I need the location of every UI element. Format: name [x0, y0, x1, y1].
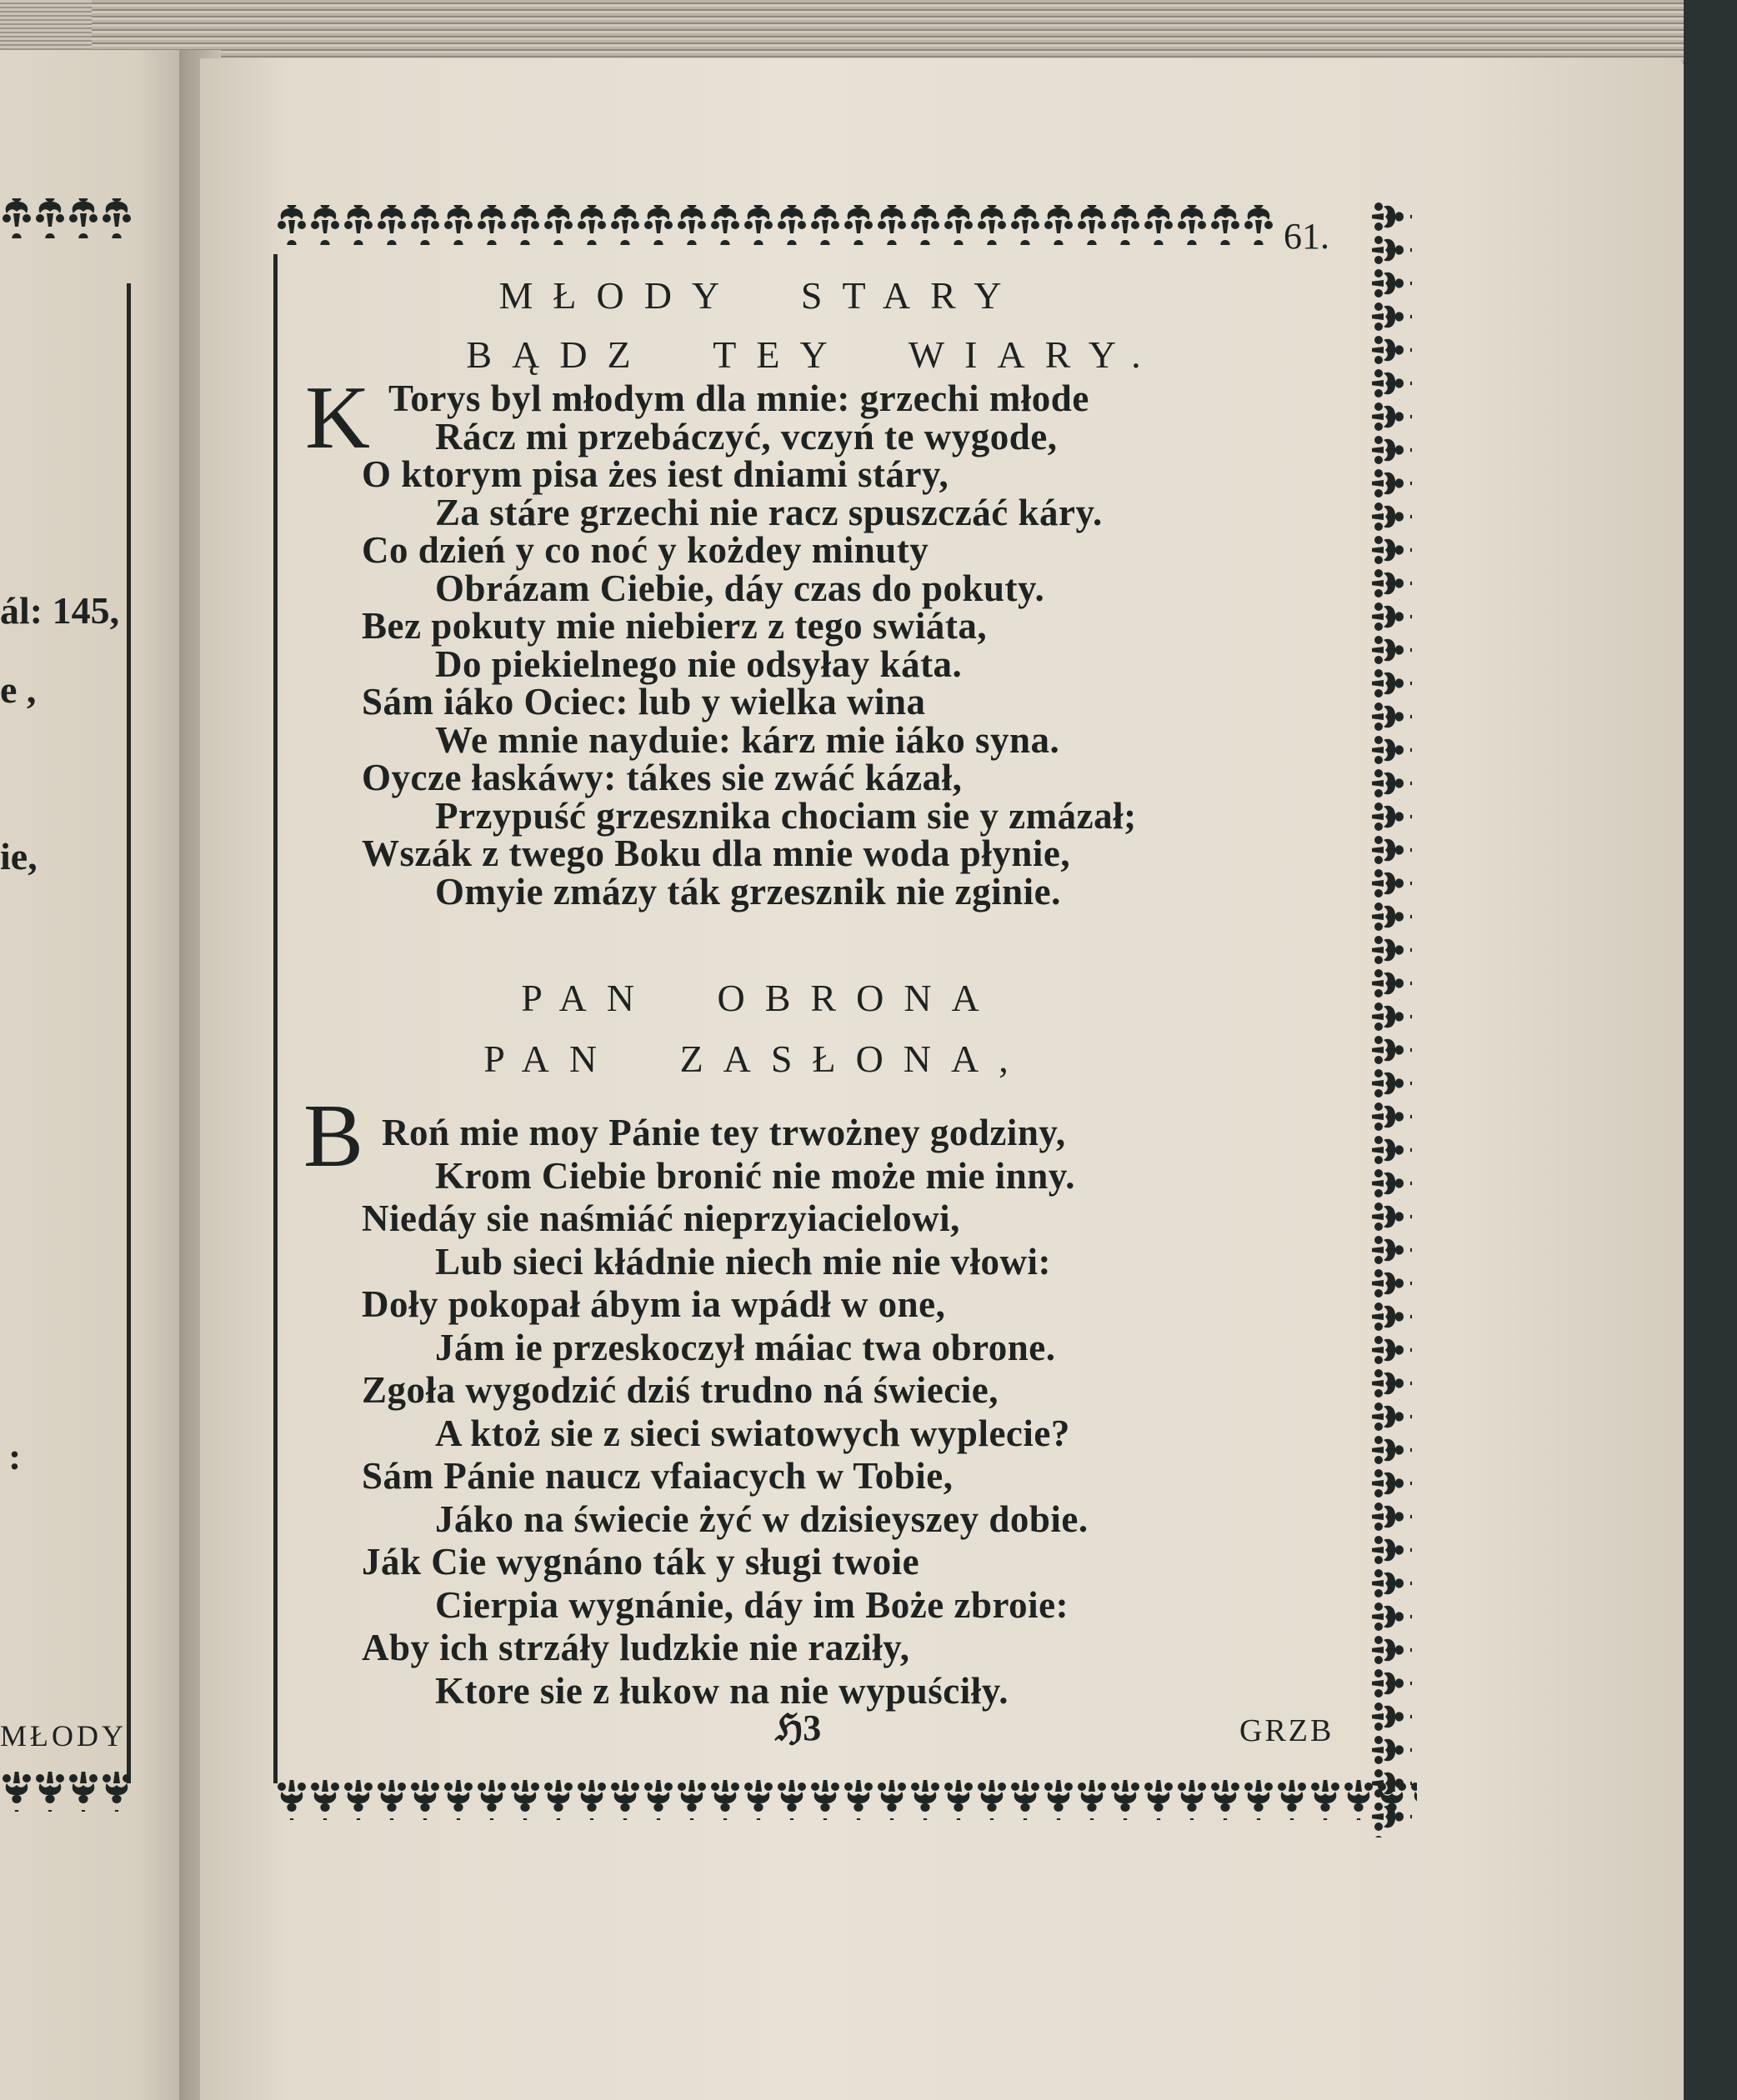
verse-line: Obrázam Ciebie, dáy czas do pokuty.	[435, 567, 1045, 609]
verse-line: Aby ich strzáły ludzkie nie raziły,	[362, 1627, 910, 1668]
verse-line: Przypuść grzesznika chociam sie y zmázał;	[435, 794, 1137, 837]
verse-line: Oycze łaskáwy: tákes sie zwáć kázał,	[362, 757, 963, 798]
page-number: 61.	[1284, 216, 1329, 257]
verse-line: Ktore sie z łukow na nie wypuściły.	[435, 1669, 1009, 1712]
bottom-ornament-border	[275, 1775, 1417, 1833]
drop-cap: K	[305, 368, 370, 468]
right-ornament-border	[1367, 200, 1417, 1838]
verse-line: Bez pokuty mie niebierz z tego swiáta,	[362, 605, 988, 647]
left-frame-rule	[127, 283, 131, 1783]
left-fragment: ál: 145,	[0, 589, 120, 632]
verse-line: Zgoła wygodzić dziś trudno ná świecie,	[362, 1369, 999, 1411]
section2-subtitle: PAN ZASŁONA,	[483, 1038, 1029, 1080]
verse-line: Co dzień y co noć y kożdey minuty	[362, 529, 929, 571]
verse-line: Sám Pánie naucz vfaiacych w Tobie,	[362, 1455, 954, 1497]
left-frame-rule	[273, 254, 278, 1783]
verse-line: Niedáy sie naśmiáć nieprzyiacielowi,	[362, 1198, 960, 1239]
left-page	[0, 50, 196, 2100]
left-top-ornament	[0, 190, 133, 248]
verse-line: Rácz mi przebáczyć, vczyń te wygode,	[435, 415, 1058, 458]
verse-line: We mnie nayduie: kárz mie iáko syna.	[435, 718, 1060, 761]
verse-line: Jám ie przeskoczył máiac twa obrone.	[435, 1326, 1056, 1368]
verse-line: Krom Ciebie bronić nie może mie inny.	[435, 1154, 1076, 1197]
verse-line: Torys byl młodym dla mnie: grzechi młode	[388, 378, 1089, 419]
verse-line: A ktoż sie z sieci swiatowych wyplecie?	[435, 1412, 1070, 1454]
verse-line: Jáko na świecie żyć w dzisieyszey dobie.	[435, 1498, 1089, 1540]
top-ornament-border	[275, 197, 1275, 255]
signature-mark: ℌ3	[775, 1708, 822, 1748]
left-catchword: MŁODY	[0, 1719, 127, 1752]
verse-line: Za stáre grzechi nie racz spuszczáć káry.	[435, 491, 1103, 533]
catchword: GRZB	[1239, 1713, 1334, 1748]
left-fragment: e ,	[0, 668, 37, 711]
left-fragment: :	[8, 1435, 22, 1478]
verse-line: Sám iáko Ociec: lub y wielka wina	[362, 681, 926, 722]
verse-line: Lub sieci kłádnie niech mie nie vłowi:	[435, 1240, 1052, 1282]
drop-cap: B	[303, 1087, 364, 1186]
verse-line: Wszák z twego Boku dla mnie woda płynie,	[362, 832, 1071, 874]
verse-line: Cierpia wygnánie, dáy im Boże zbroie:	[435, 1583, 1069, 1626]
section1-title: MŁODY STARY	[498, 274, 1022, 317]
section1-subtitle: BĄDZ TEY WIARY.	[466, 333, 1161, 376]
section2-title: PAN OBRONA	[521, 977, 999, 1019]
verse-line: O ktorym pisa żes iest dniami stáry,	[362, 453, 949, 495]
verse-line: Doły pokopał ábym ia wpádł w one,	[362, 1283, 946, 1325]
verse-line: Ják Cie wygnáno ták y sługi twoie	[362, 1541, 920, 1582]
left-fragment: ie,	[0, 835, 38, 878]
verse-line: Roń mie moy Pánie tey trwożney godziny,	[382, 1112, 1066, 1153]
verse-line: Do piekielnego nie odsyłay káta.	[435, 642, 963, 685]
verse-line: Omyie zmázy ták grzesznik nie zginie.	[435, 870, 1061, 912]
left-bottom-ornament	[0, 1767, 133, 1817]
